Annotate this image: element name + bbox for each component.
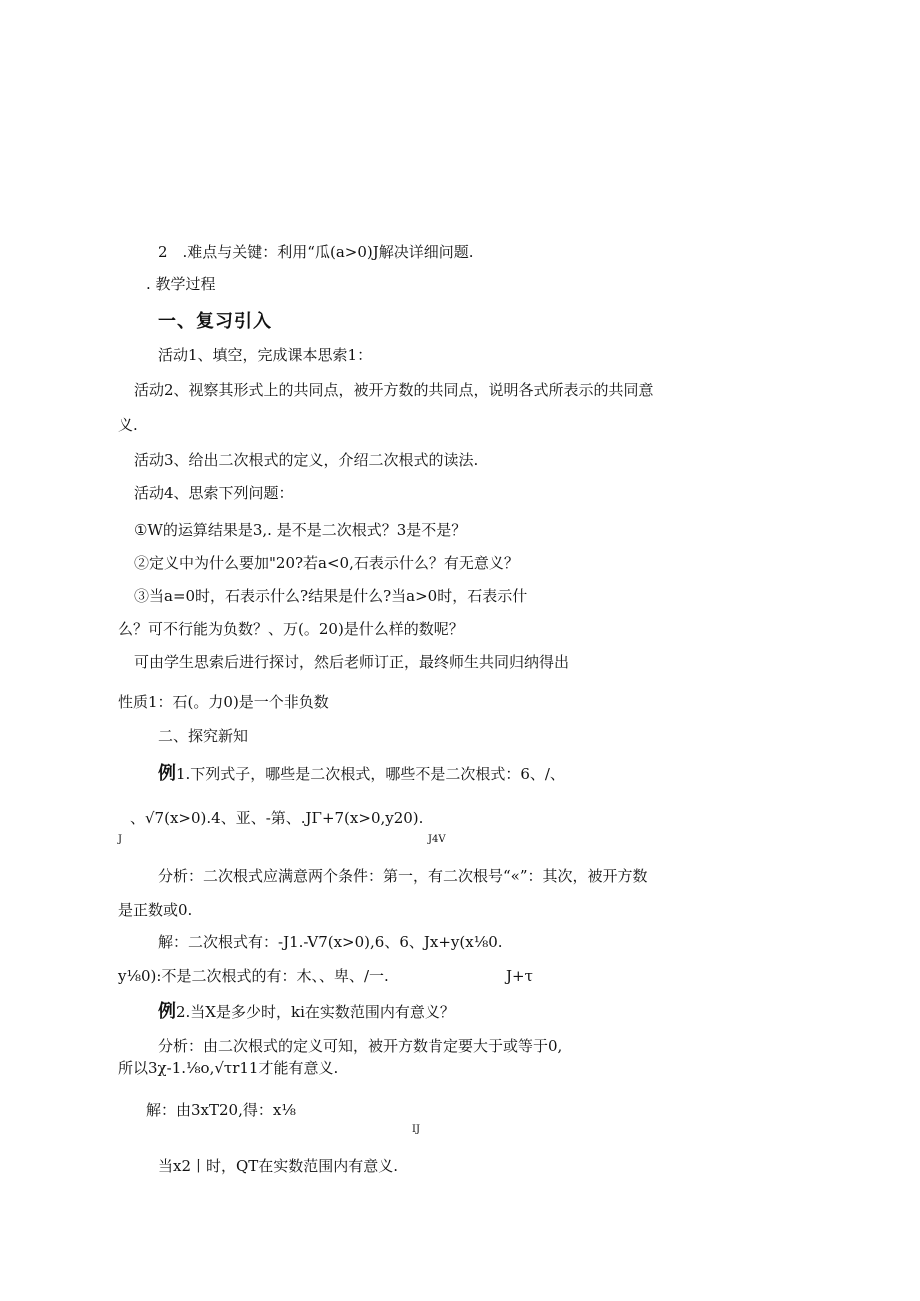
example-2-text: 2.当X是多少时，ki在实数范围内有意义？ <box>176 1003 455 1021</box>
discussion-line: 可由学生思索后进行探讨，然后老师订正，最终师生共同归纳得出 <box>134 653 570 671</box>
example-1-expressions: 、√7(x>0).4、亚、-第、.JΓ+7(x>0,y20). <box>130 809 424 827</box>
section-review-heading: 一、复习引入 <box>158 311 272 332</box>
property-1: 性质1：石(。力0)是一个非负数 <box>118 693 329 711</box>
activity-4: 活动4、思索下列问题： <box>134 484 294 502</box>
example-2 <box>158 1002 455 1022</box>
activity-1: 活动1、填空，完成课本思索1： <box>158 346 373 364</box>
analysis-1-cont: 是正数或0. <box>118 901 193 919</box>
question-3-cont: 么？可不行能为负数？、万(。20)是什么样的数呢？ <box>118 620 464 638</box>
activity-2-cont: 义. <box>118 416 138 434</box>
solution-1: 解：二次根式有：-J1.-V7(x>0),6、6、Jx+y(x⅛0. <box>158 933 503 951</box>
example-1-subscript-a: J <box>118 834 123 845</box>
activity-3: 活动3、给出二次根式的定义，介绍二次根式的读法. <box>134 451 479 469</box>
example-1-label: 例 <box>158 763 176 784</box>
activity-2: 活动2、视察其形式上的共同点，被开方数的共同点，说明各式所表示的共同意 <box>134 381 654 399</box>
example-1 <box>158 764 565 784</box>
section-explore-heading: 二、探究新知 <box>158 727 249 745</box>
example-1-subscript-b: J4V <box>428 834 446 845</box>
analysis-2-cont: 所以3χ-1.⅛o,√τr11才能有意义. <box>118 1059 339 1077</box>
solution-1-cont: y⅛0):不是二次根式的有：木、、卑、/一. <box>118 967 389 985</box>
conclusion-line: 当x2丨时，QT在实数范围内有意义. <box>158 1157 399 1175</box>
example-1-text: 1.下列式子，哪些是二次根式，哪些不是二次根式：6、/、 <box>176 765 565 783</box>
question-1: ①W的运算结果是3,. 是不是二次根式？3是不是？ <box>134 521 467 539</box>
difficulty-line: 2 .难点与关键：利用“瓜(a>0)J解决详细问题. <box>158 243 474 261</box>
solution-2-subscript: IJ <box>412 1124 420 1135</box>
solution-2: 解：由3xT20,得：x⅛ <box>146 1101 296 1119</box>
analysis-1: 分析：二次根式应满意两个条件：第一，有二次根号“«”：其次，被开方数 <box>158 867 648 885</box>
example-2-label: 例 <box>158 1001 176 1022</box>
question-2: ②定义中为什么要加"20?若a<0,石表示什么？有无意义？ <box>134 554 519 572</box>
teaching-process-heading: . 教学过程 <box>146 275 216 293</box>
analysis-2: 分析：由二次根式的定义可知，被开方数肯定要大于或等于0, <box>158 1037 563 1055</box>
solution-1-tail: J+τ <box>506 967 533 985</box>
question-3: ③当a=0时，石表示什么?结果是什么?当a>0时，石表示什 <box>134 587 528 605</box>
